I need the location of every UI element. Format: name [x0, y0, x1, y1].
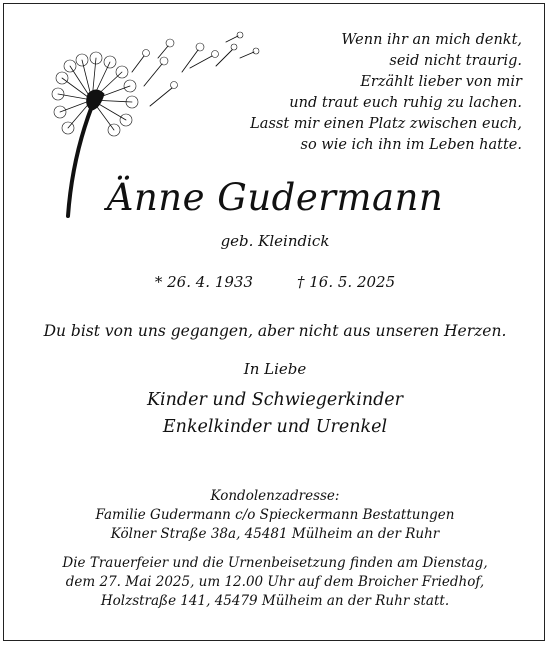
poem-line: und traut euch ruhig zu lachen.	[289, 95, 522, 111]
condolence-address	[0, 487, 550, 544]
poem-line: Lasst mir einen Platz zwischen euch,	[250, 116, 522, 132]
mourners-list	[0, 387, 550, 441]
mourner-line: Enkelkinder und Urenkel	[162, 417, 388, 437]
deceased-name: Änne Gudermann	[106, 176, 444, 219]
death-date: † 16. 5. 2025	[297, 273, 396, 291]
poem-line: Wenn ihr an mich denkt,	[341, 32, 522, 48]
condolence-line: Kölner Straße 38a, 45481 Mülheim an der Ruhr	[110, 526, 440, 542]
poem-line: so wie ich ihn im Leben hatte.	[300, 137, 522, 153]
funeral-line: Die Trauerfeier und die Urnenbeisetzung finden am Dienstag,	[62, 555, 488, 571]
life-dates	[0, 273, 550, 291]
poem	[222, 30, 522, 156]
maiden-name: geb. Kleindick	[220, 232, 330, 250]
birth-date: * 26. 4. 1933	[154, 273, 253, 291]
in-love-line: In Liebe	[243, 360, 307, 378]
condolence-line: Kondolenzadresse:	[210, 488, 340, 504]
condolence-line: Familie Gudermann c/o Spieckermann Bestattungen	[95, 507, 455, 523]
funeral-line: Holzstraße 141, 45479 Mülheim an der Ruhr statt.	[100, 593, 450, 609]
poem-line: seid nicht traurig.	[389, 53, 522, 69]
memorial-quote: Du bist von uns gegangen, aber nicht aus unseren Herzen.	[43, 322, 507, 340]
funeral-notice	[0, 554, 550, 611]
poem-line: Erzählt lieber von mir	[360, 74, 522, 90]
mourner-line: Kinder und Schwiegerkinder	[146, 390, 404, 410]
funeral-line: dem 27. Mai 2025, um 12.00 Uhr auf dem Broicher Friedhof,	[65, 574, 485, 590]
